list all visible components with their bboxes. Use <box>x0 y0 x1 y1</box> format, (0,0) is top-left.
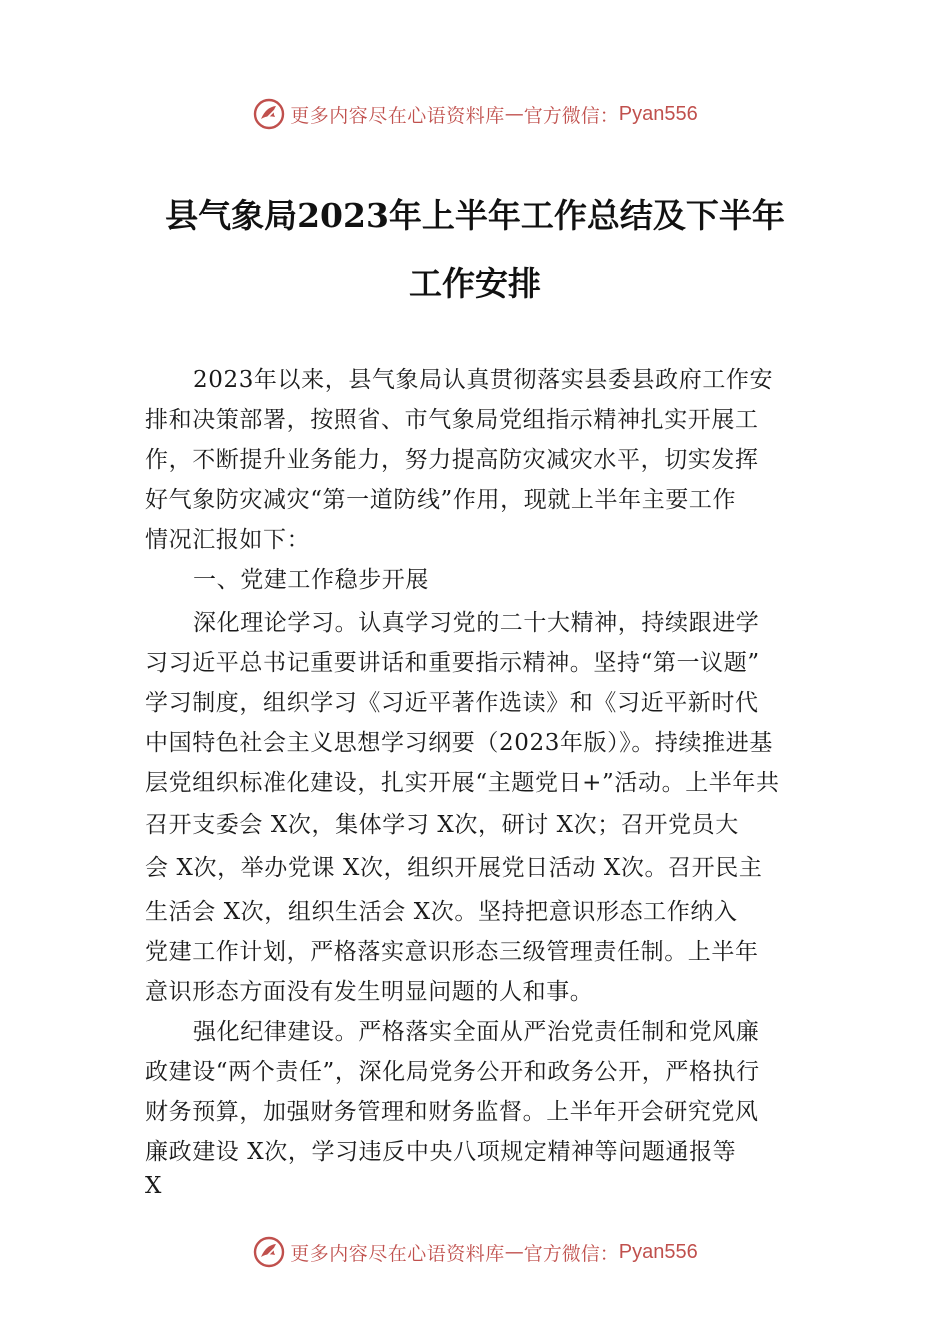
paragraph-line: 学习制度，组织学习《习近平著作选读》和《习近平新时代 <box>145 690 759 716</box>
paragraph-line: 习习近平总书记重要讲话和重要指示精神。坚持“第一议题” <box>145 650 760 676</box>
paragraph-line: 好气象防灾减灾“第一道防线”作用，现就上半年主要工作 <box>145 487 737 513</box>
ruyi-stamp-logo-icon <box>252 1235 286 1269</box>
banner-slogan: 更多内容尽在心语资料库 <box>290 1242 505 1265</box>
section-heading: 一、党建工作稳步开展 <box>193 567 429 593</box>
paragraph-line: 排和决策部署，按照省、市气象局党组指示精神扎实开展工 <box>145 407 759 433</box>
banner-slogan: 更多内容尽在心语资料库 <box>290 104 505 127</box>
paragraph-line: 情况汇报如下： <box>145 527 311 553</box>
paragraph-line: 会 X次，举办党课 X次，组织开展党日活动 X次。召开民主 <box>145 855 763 881</box>
paragraph-line: 党建工作计划，严格落实意识形态三级管理责任制。上半年 <box>145 939 759 965</box>
paragraph-line: 层党组织标准化建设，扎实开展“主题党日+”活动。上半年共 <box>145 770 780 796</box>
paragraph-line: 强化纪律建设。严格落实全面从严治党责任制和党风廉 <box>193 1019 760 1045</box>
paragraph-line: 2023年以来，县气象局认真贯彻落实县委县政府工作安 <box>193 367 774 393</box>
banner-separator: — <box>504 103 524 125</box>
paragraph-line: 意识形态方面没有发生明显问题的人和事。 <box>145 979 594 1005</box>
footer-banner <box>0 1232 950 1272</box>
ruyi-stamp-logo-icon <box>252 97 286 131</box>
header-banner <box>0 94 950 134</box>
document-title-line-1: 县气象局2023年上半年工作总结及下半年 <box>165 196 785 235</box>
paragraph-line: X <box>145 1173 162 1199</box>
banner-wechat-id: Pyan556 <box>618 102 698 125</box>
paragraph-line: 生活会 X次，组织生活会 X次。坚持把意识形态工作纳入 <box>145 899 738 925</box>
paragraph-line: 政建设“两个责任”，深化局党务公开和政务公开，严格执行 <box>145 1059 760 1085</box>
paragraph-line: 廉政建设 X次，学习违反中央八项规定精神等问题通报等 <box>145 1139 737 1165</box>
banner-wechat-label: 官方微信： <box>523 1242 619 1265</box>
paragraph-line: 作，不断提升业务能力，努力提高防灾减灾水平，切实发挥 <box>145 447 759 473</box>
paragraph-line: 召开支委会 X次，集体学习 X次，研讨 X次；召开党员大 <box>145 812 739 838</box>
paragraph-line: 财务预算，加强财务管理和财务监督。上半年开会研究党风 <box>145 1099 759 1125</box>
banner-separator: — <box>504 1241 524 1263</box>
paragraph-line: 中国特色社会主义思想学习纲要（2023年版）》。持续推进基 <box>145 730 773 756</box>
banner-wechat-label: 官方微信： <box>523 104 619 127</box>
paragraph-line: 深化理论学习。认真学习党的二十大精神，持续跟进学 <box>193 610 760 636</box>
banner-wechat-id: Pyan556 <box>618 1240 698 1263</box>
document-title-line-2: 工作安排 <box>409 264 541 303</box>
